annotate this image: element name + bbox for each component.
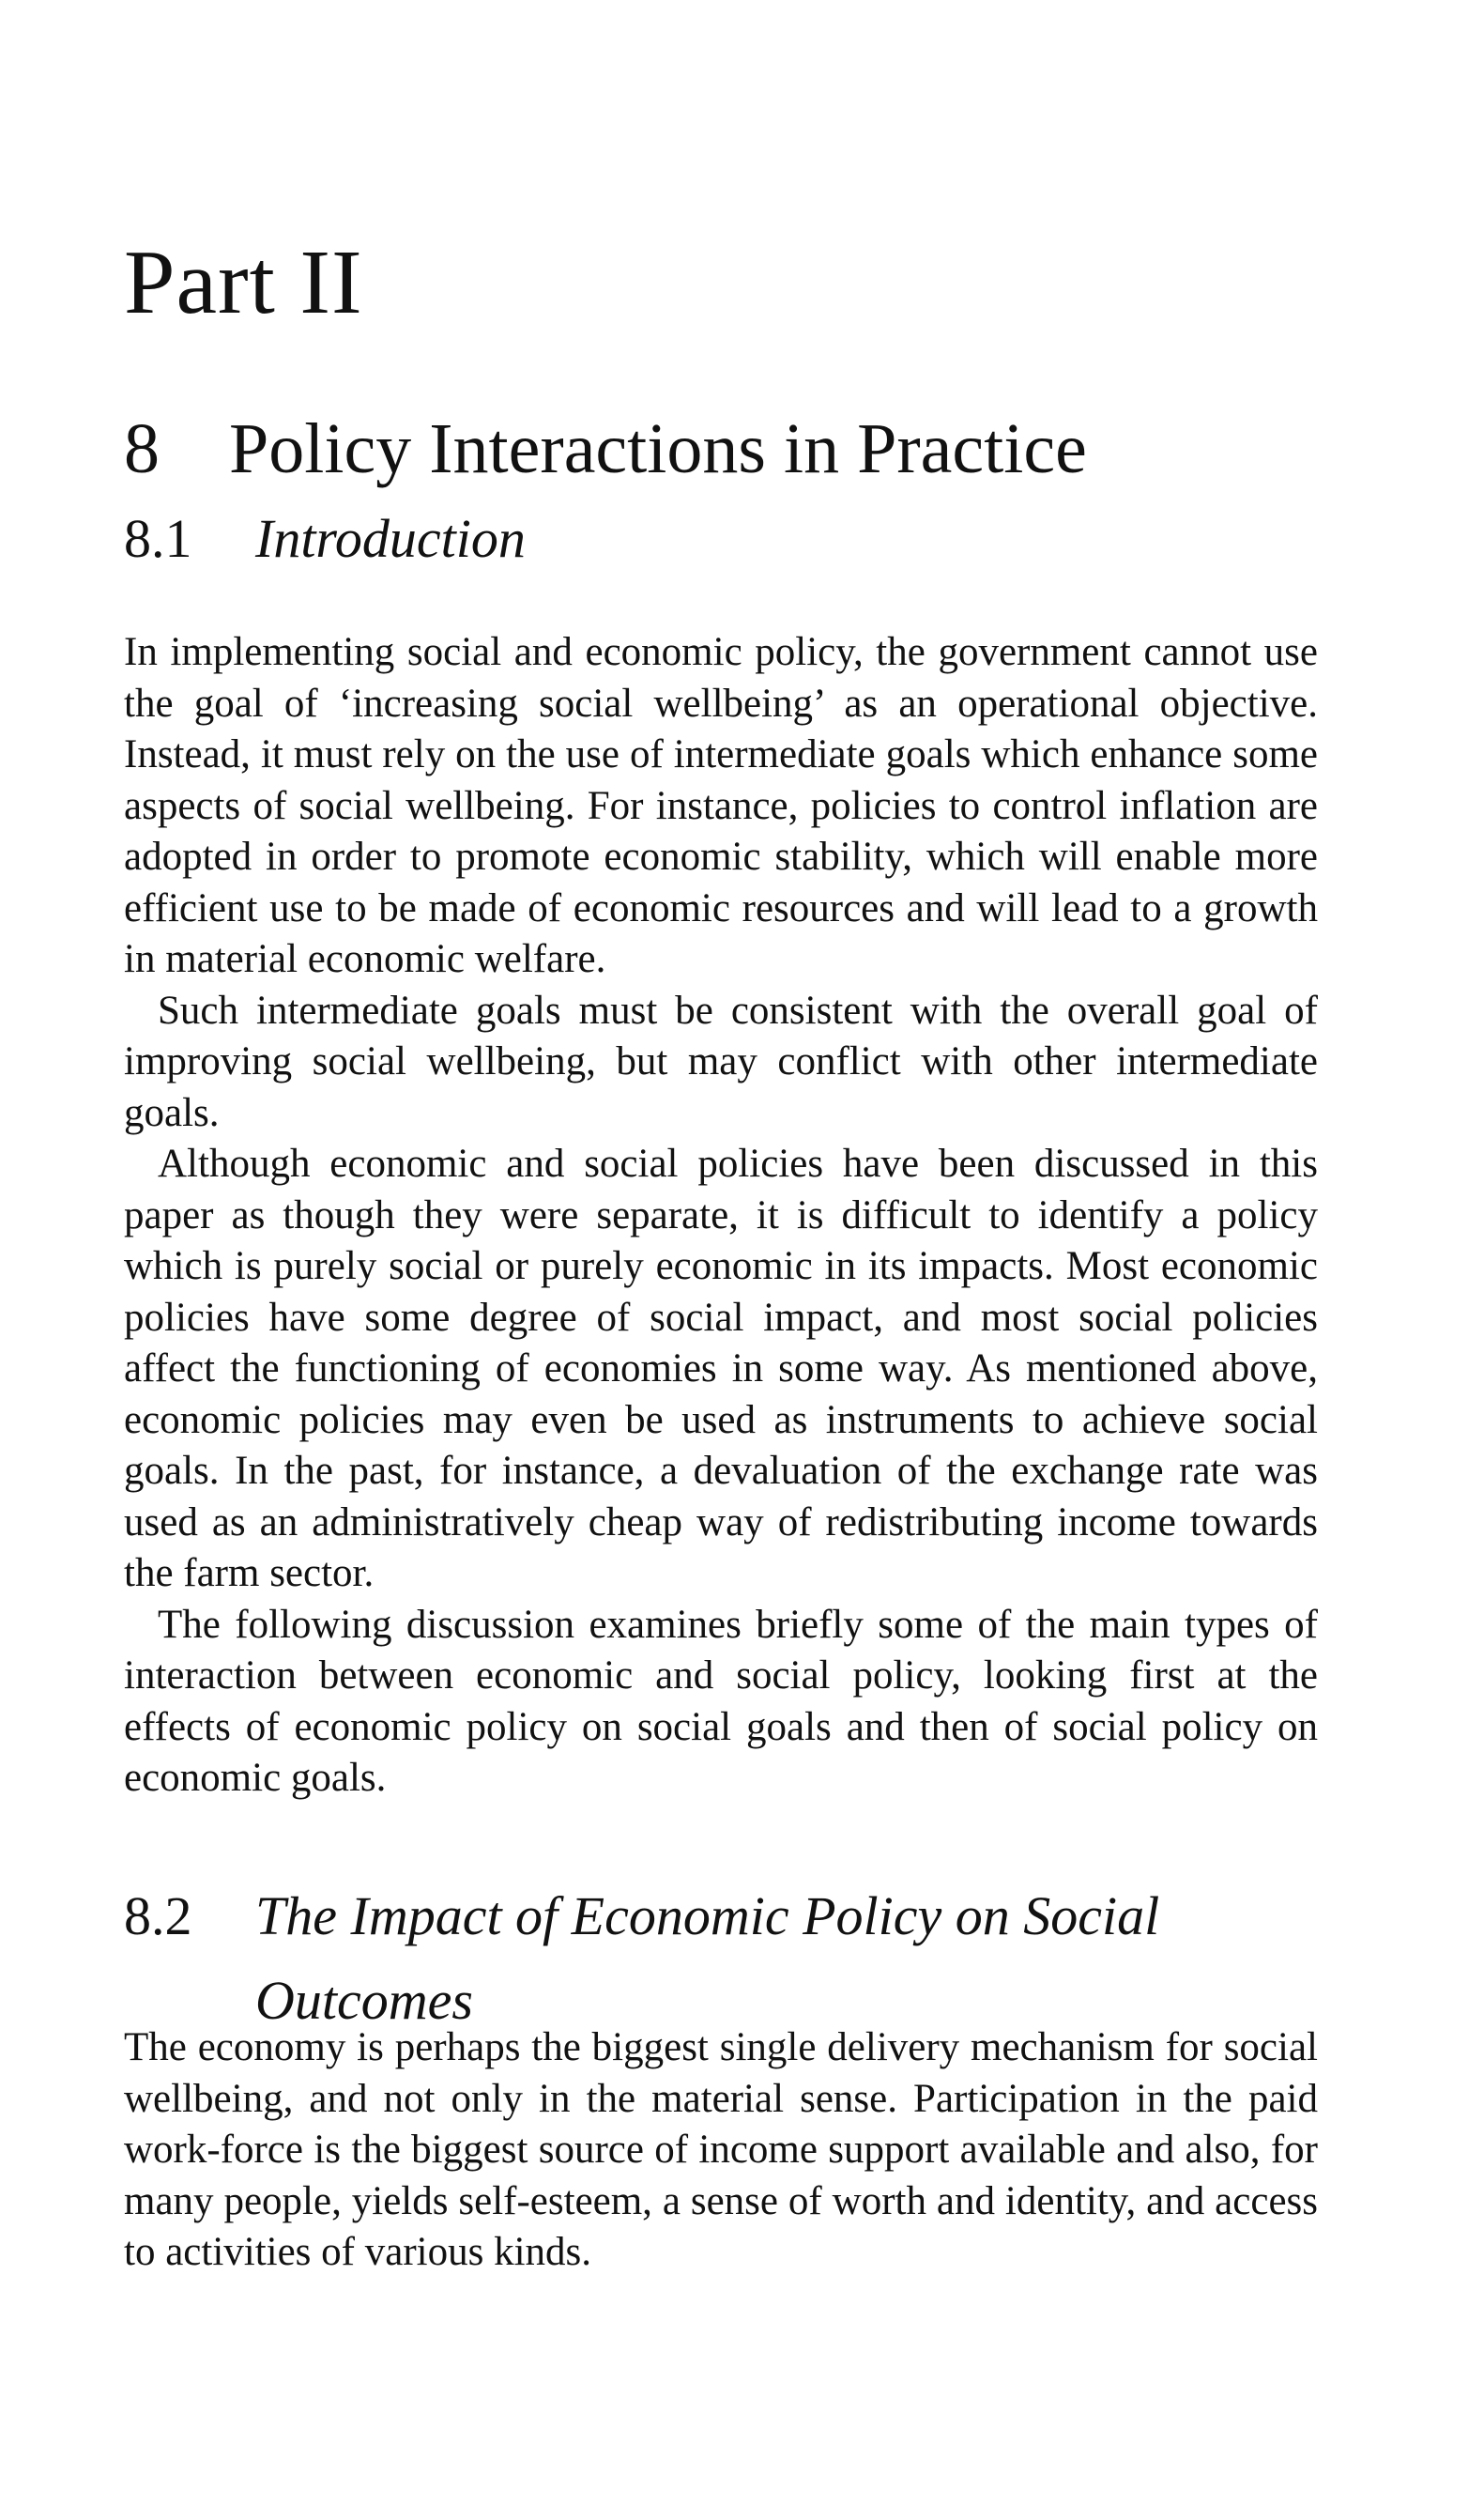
paragraph: Although economic and social policies have been discussed in this paper as though they were separate, it is difficult to identify a policy which is purely social or purely economic in its impacts. Most economic policies have some degree of social impact, and most social policies affect the functioning of economies in some way. As mentioned above, economic policies may even be used as instruments to achieve social goals. In the past, for instance, a devaluation of the exchange rate was used as an administratively cheap way of redistributing income towards the farm sector. [124,1142,1318,1595]
paragraph: In implementing social and economic policy, the government cannot use the goal of ‘increasing social wellbeing’ as an operational objective. Instead, it must rely on the use of intermediate goals which enhance some aspects of social wellbeing. For instance, policies to control inflation are adopted in order to promote economic stability, which will enable more efficient use to be made of economic resources and will lead to a growth in material economic welfare. [124,630,1318,981]
paragraph: The following discussion examines briefly some of the main types of interaction between economic and social policy, looking first at the effects of economic policy on social goals and then of social policy on economic goals. [124,1602,1318,1800]
section-title: Introduction [255,508,526,569]
section-title: The Impact of Economic Policy on Social Outcomes [255,1885,1160,2031]
part-title: Part II [124,232,363,333]
section-heading-introduction [124,508,526,569]
section-body-introduction [124,627,1318,1805]
chapter-title: Policy Interactions in Practice [229,409,1087,488]
section-number: 8.2 [124,1885,192,1946]
paragraph: The economy is perhaps the biggest single delivery mechanism for social wellbeing, and not only in the material sense. Participation in the paid work-force is the biggest source of income support available and also, for many people, yields self-esteem, a sense of worth and identity, and access to activities of various kinds. [124,2025,1318,2274]
section-body-economic-policy-impact [124,2022,1318,2279]
paragraph: Such intermediate goals must be consistent with the overall goal of improving social wellbeing, but may conflict with other intermediate goals. [124,988,1318,1135]
section-heading-economic-policy-impact [124,1885,1213,2043]
chapter-heading [124,409,1087,488]
section-number: 8.1 [124,508,192,569]
chapter-number: 8 [124,409,160,488]
